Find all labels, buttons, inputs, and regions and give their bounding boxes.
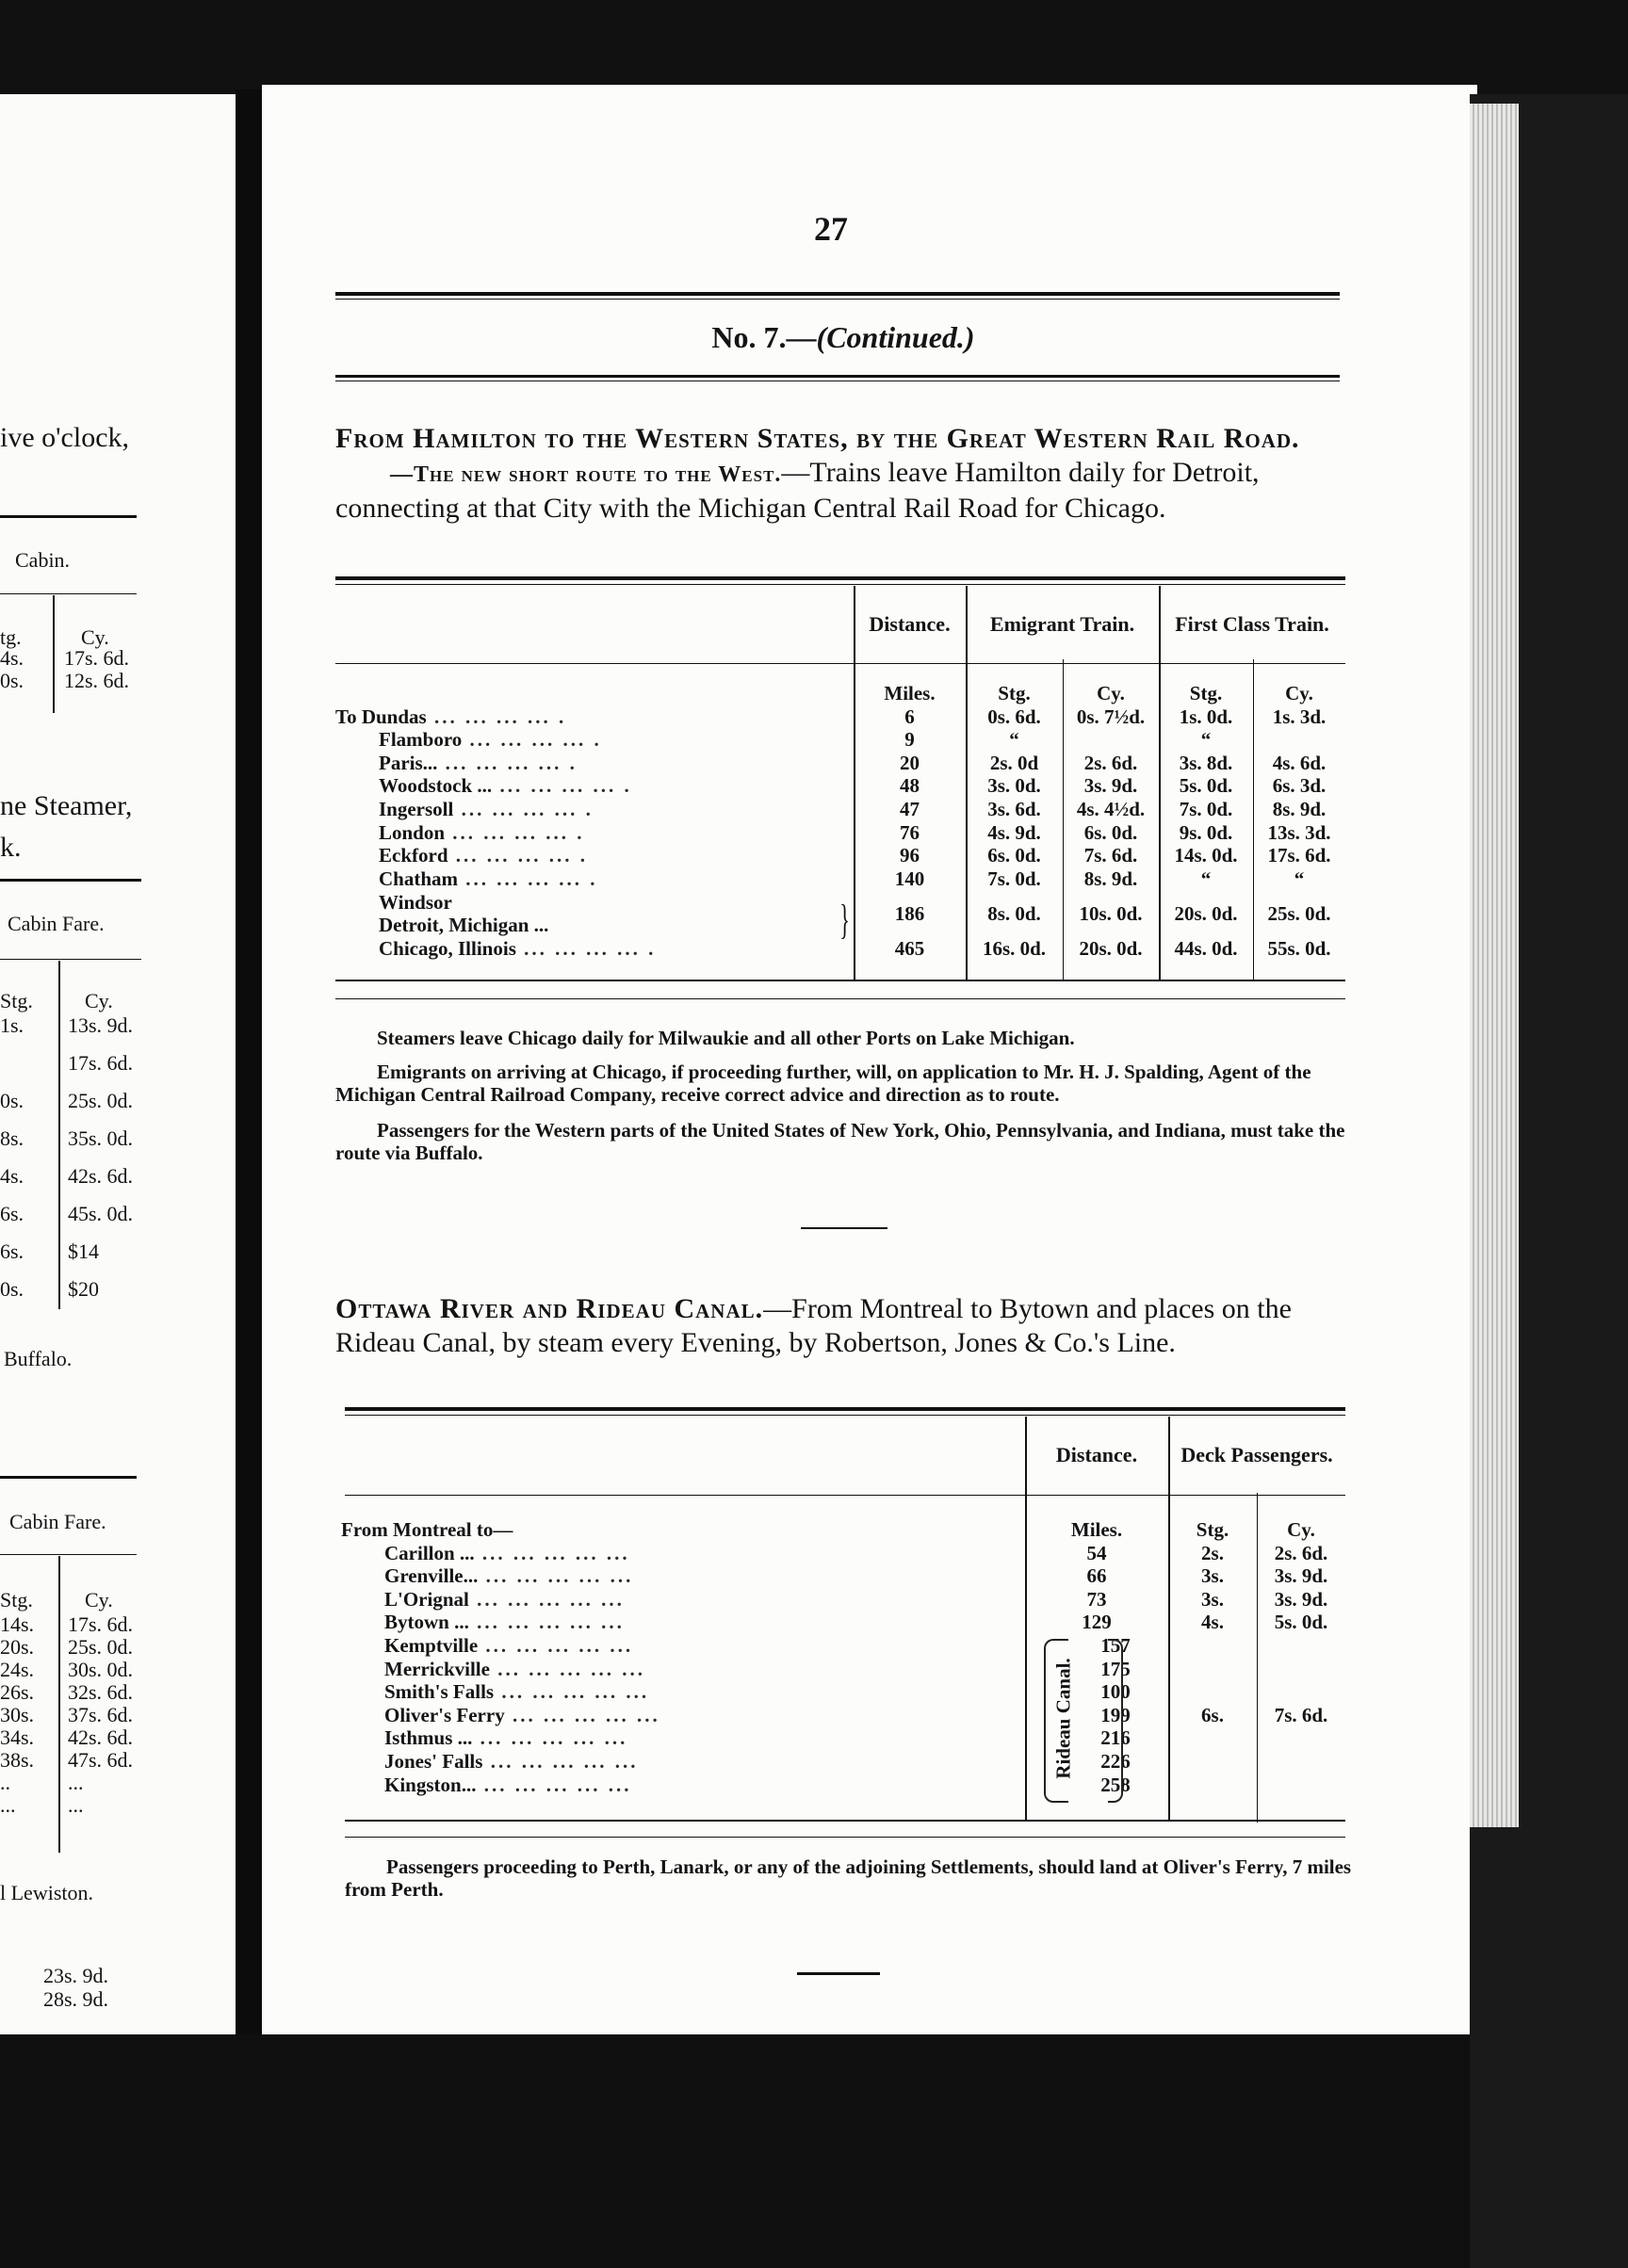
place-cell	[335, 821, 854, 845]
left-table-cell: $14	[68, 1239, 99, 1263]
place-name: To Dundas	[335, 705, 427, 728]
rule	[335, 980, 1345, 981]
table-row	[341, 1564, 1345, 1588]
rule	[345, 1837, 1345, 1838]
leader-dots: ... ... ... ... ...	[468, 1611, 625, 1634]
miles-cell: 175	[1100, 1657, 1131, 1680]
stg-cell: 3s.	[1201, 1564, 1224, 1588]
first-stg-cell: 1s. 0d.	[1179, 705, 1233, 728]
first-stg-cell: 5s. 0d.	[1179, 774, 1233, 798]
left-table-cell: 8s.	[0, 1126, 24, 1150]
miles-cell: 226	[1100, 1749, 1131, 1773]
cy-cell	[1257, 1658, 1345, 1681]
left-table-header: Stg.	[0, 1588, 33, 1612]
section-title-continued: (Continued.)	[816, 320, 975, 354]
first-stg-cell: 7s. 0d.	[1179, 797, 1233, 820]
rule	[0, 593, 137, 594]
miles-cell: 48	[900, 774, 920, 798]
place-cell	[335, 798, 854, 821]
miles-cell: 129	[1082, 1611, 1112, 1634]
rule	[335, 584, 1345, 585]
place-name: Ingersoll	[379, 797, 454, 820]
rule	[0, 959, 141, 960]
first-stg-cell: 14s. 0d.	[1174, 844, 1238, 867]
first-cy-cell: 13s. 3d.	[1267, 820, 1331, 844]
scan-background	[0, 2034, 1470, 2268]
leader-dots: ... ... ... ... ...	[504, 1703, 660, 1726]
hamilton-paragraph	[335, 422, 1345, 526]
first-stg-cell: 44s. 0d.	[1174, 937, 1238, 961]
stg-cell	[1168, 1634, 1257, 1658]
left-table-cell: 0s.	[0, 1089, 24, 1112]
place-cell	[341, 1704, 1025, 1727]
miles-cell: 9	[904, 728, 915, 752]
rule	[345, 1415, 1345, 1416]
stg-cell: 3s.	[1201, 1587, 1224, 1611]
left-table-cell: ...	[68, 1771, 84, 1794]
rule	[345, 1407, 1345, 1411]
rule	[335, 998, 1345, 999]
emigrant-cy-cell: 3s. 9d.	[1083, 774, 1138, 798]
place-name: Carillon ...	[384, 1541, 475, 1564]
miles-cell: 140	[894, 867, 925, 890]
place-cell	[341, 1611, 1025, 1634]
place-cell	[341, 1634, 1025, 1658]
table-row	[341, 1588, 1345, 1612]
place-cell	[341, 1750, 1025, 1774]
miles-cell: 54	[1086, 1541, 1107, 1564]
table-row	[341, 1542, 1345, 1565]
place-name: Isthmus ...	[384, 1726, 473, 1750]
left-table-cell: 42s. 6d.	[68, 1725, 134, 1749]
cy-cell	[1257, 1750, 1345, 1774]
ottawa-note: Passengers proceeding to Perth, Lanark, or any of the adjoining Settlements, should land at Oliver's Ferry, 7 miles from Perth.	[345, 1855, 1352, 1901]
cy-header: Cy.	[1285, 682, 1313, 705]
table-row	[341, 1726, 1345, 1750]
rule	[345, 1820, 1345, 1822]
left-table-cell: 26s.	[0, 1680, 35, 1704]
ottawa-heading: Ottawa River and Rideau Canal.	[335, 1293, 764, 1324]
stg-header: Stg.	[998, 682, 1031, 705]
emigrant-cy-cell: 8s. 9d.	[1083, 867, 1138, 890]
first-cy-cell: 17s. 6d.	[1267, 844, 1331, 867]
section-title-text: No. 7.—	[711, 320, 817, 354]
table-row	[335, 867, 1345, 891]
table-row	[341, 1658, 1345, 1681]
place-cell	[341, 1680, 1025, 1704]
left-table-cell: 1s.	[0, 1013, 24, 1037]
stg-cell: 6s.	[1201, 1703, 1224, 1726]
left-table-header: Cy.	[85, 1588, 113, 1612]
place-name: Eckford	[379, 844, 448, 867]
left-table-cell: 6s.	[0, 1239, 24, 1263]
left-table-cell: 25s. 0d.	[68, 1089, 134, 1112]
left-fragment-line: Cabin Fare.	[8, 912, 105, 935]
emigrant-cy-cell: 20s. 0d.	[1079, 937, 1143, 961]
left-fragment-line: 23s. 9d.	[43, 1964, 109, 1987]
cy-cell	[1257, 1726, 1345, 1750]
place-name: Chicago, Illinois	[379, 937, 516, 961]
ottawa-paragraph	[335, 1292, 1345, 1360]
table-row	[341, 1704, 1345, 1727]
place-cell	[341, 1588, 1025, 1612]
left-table-cell: 25s. 0d.	[68, 1635, 134, 1659]
left-fragment-line: Buffalo.	[4, 1347, 73, 1370]
hamilton-heading: From Hamilton to the Western States, by the Great Western Rail Road.	[335, 423, 1300, 454]
leader-dots: ... ... ... ... ...	[478, 1564, 634, 1588]
place-name: Woodstock ...	[379, 774, 493, 798]
left-table-cell: 6s.	[0, 1202, 24, 1225]
place-cell	[335, 774, 854, 798]
left-fragment-line: ive o'clock,	[0, 422, 130, 453]
hamilton-text: —Trains leave Hamilton daily for Detroit, connecting at that City with the Michigan Central Rail Road for Chicago.	[335, 457, 1260, 524]
leader-dots: ... ... ... ... ...	[474, 1541, 630, 1564]
cy-cell: 3s. 9d.	[1274, 1564, 1328, 1588]
left-fragment-line: 28s. 9d.	[43, 1987, 109, 2011]
leader-dots: ... ... ... ... ...	[476, 1773, 632, 1796]
cy-cell	[1257, 1774, 1345, 1797]
first-cy-cell: 25s. 0d.	[1267, 902, 1331, 926]
table-row	[341, 1611, 1345, 1634]
first-cy-cell: 1s. 3d.	[1272, 705, 1327, 728]
emigrant-stg-cell: 3s. 0d.	[987, 774, 1041, 798]
left-table-cell: 4s.	[0, 646, 24, 670]
stg-cell: 2s.	[1201, 1541, 1224, 1564]
rule	[0, 1554, 137, 1555]
cy-cell	[1257, 1634, 1345, 1658]
left-table-cell: ...	[68, 1793, 84, 1817]
place-cell	[341, 1726, 1025, 1750]
emigrant-cy-cell	[1063, 728, 1159, 752]
emigrant-stg-cell: “	[1009, 728, 1019, 752]
first-stg-cell: “	[1200, 867, 1212, 890]
leader-dots: ... ... ... ... .	[426, 705, 567, 728]
left-table-cell: ..	[0, 1771, 10, 1794]
leader-dots: ... ... ... ... ...	[478, 1633, 634, 1657]
left-table-cell: 37s. 6d.	[68, 1703, 134, 1726]
emigrant-cy-cell: 6s. 0d.	[1083, 820, 1138, 844]
place-cell	[341, 1774, 1025, 1797]
rule	[335, 299, 1340, 300]
page-number: 27	[814, 210, 848, 248]
stg-header: Stg.	[1189, 682, 1223, 705]
hamilton-note: Passengers for the Western parts of the United States of New York, Ohio, Pennsylvania, and Indiana, must take the route via Buffalo.	[335, 1119, 1345, 1164]
stg-cell	[1168, 1658, 1257, 1681]
miles-cell: 73	[1086, 1587, 1107, 1611]
cy-cell: 7s. 6d.	[1274, 1703, 1328, 1726]
miles-cell: 66	[1086, 1564, 1107, 1588]
column-divider	[58, 961, 60, 1309]
column-divider	[53, 595, 55, 713]
rule	[335, 292, 1340, 296]
left-table-cell: 17s. 6d.	[68, 1612, 134, 1636]
left-table-cell: 42s. 6d.	[68, 1164, 134, 1188]
left-table-header: Cy.	[85, 989, 113, 1012]
cy-header: Cy.	[1097, 682, 1125, 705]
place-cell	[335, 937, 854, 961]
left-table-cell: 17s. 6d.	[68, 1051, 134, 1075]
emigrant-stg-cell: 6s. 0d.	[987, 844, 1041, 867]
miles-cell: 96	[900, 844, 920, 867]
rule	[335, 576, 1345, 580]
first-class-header: First Class Train.	[1175, 612, 1329, 636]
first-cy-cell: 8s. 9d.	[1272, 797, 1327, 820]
left-fragment-line: k.	[0, 832, 22, 863]
place-name: Smith's Falls	[384, 1680, 495, 1704]
rule	[335, 375, 1340, 378]
emigrant-cy-cell: 7s. 6d.	[1083, 844, 1138, 867]
left-table-cell: 34s.	[0, 1725, 35, 1749]
leader-dots: ... ... ... ... .	[492, 774, 632, 798]
left-table-cell: $20	[68, 1277, 99, 1301]
left-table-header: Stg.	[0, 989, 33, 1012]
leader-dots: ... ... ... ... ...	[472, 1726, 628, 1750]
stg-cell: 4s.	[1201, 1611, 1224, 1634]
left-table-cell: 14s.	[0, 1612, 35, 1636]
hamilton-note: Emigrants on arriving at Chicago, if proceeding further, will, on application to Mr. H. J. Spalding, Agent of the Michigan Central Railroad Company, receive correct advice and direction as to route.	[335, 1061, 1311, 1106]
rule	[797, 1972, 880, 1975]
leader-dots: ... ... ... ... .	[515, 937, 657, 961]
left-fragment-line: l Lewiston.	[0, 1881, 93, 1904]
cy-cell: 3s. 9d.	[1274, 1587, 1328, 1611]
place-name: Detroit, Michigan ...	[379, 914, 549, 937]
table-row	[341, 1774, 1345, 1797]
emigrant-cy-cell: 4s. 4½d.	[1076, 797, 1146, 820]
place-cell	[341, 1658, 1025, 1681]
left-table-cell: 45s. 0d.	[68, 1202, 134, 1225]
place-name: Merrickville	[384, 1657, 490, 1680]
distance-header: Distance.	[869, 612, 951, 636]
emigrant-stg-cell: 4s. 9d.	[987, 820, 1041, 844]
place-name: Paris...	[379, 751, 438, 774]
leader-dots: ... ... ... ... .	[458, 867, 598, 890]
emigrant-stg-cell: 3s. 6d.	[987, 797, 1041, 820]
place-cell	[335, 705, 854, 729]
canal-bracket-right	[1108, 1639, 1123, 1803]
left-table-cell: 32s. 6d.	[68, 1680, 134, 1704]
place-name: Chatham	[379, 867, 459, 890]
stg-header: Stg.	[1196, 1518, 1229, 1541]
ottawa-table-body	[341, 1518, 1345, 1796]
left-table-cell: 30s. 0d.	[68, 1658, 134, 1681]
miles-header: Miles.	[1070, 1518, 1123, 1541]
miles-cell: 100	[1100, 1680, 1131, 1704]
column-divider	[58, 1556, 60, 1853]
leader-dots: ... ... ... ... ...	[468, 1587, 625, 1611]
first-stg-cell: 3s. 8d.	[1179, 751, 1233, 774]
left-table-cell: 0s.	[0, 669, 24, 692]
first-cy-cell: 55s. 0d.	[1267, 937, 1331, 961]
leader-dots: ... ... ... ... ...	[482, 1749, 639, 1773]
table-row	[335, 705, 1345, 729]
place-name: Oliver's Ferry	[384, 1703, 505, 1726]
emigrant-header: Emigrant Train.	[989, 612, 1135, 636]
leader-dots: ... ... ... ... ...	[494, 1680, 650, 1704]
place-name: L'Orignal	[384, 1587, 469, 1611]
left-table-cell: 20s.	[0, 1635, 35, 1659]
left-fragment-line: Cabin.	[15, 548, 71, 572]
distance-header: Distance.	[1055, 1443, 1138, 1466]
section-title	[339, 320, 1347, 355]
table-row	[335, 798, 1345, 821]
left-table-cell: 38s.	[0, 1748, 35, 1772]
ottawa-text: —From Montreal to Bytown and places on the Rideau Canal, by steam every Evening, by Robertson, Jones & Co.'s Line.	[335, 1293, 1292, 1358]
first-cy-cell	[1253, 728, 1345, 752]
stg-cell	[1168, 1726, 1257, 1750]
miles-cell: 186	[894, 902, 925, 926]
leader-dots: ... ... ... ... ...	[489, 1657, 645, 1680]
place-name: Jones' Falls	[384, 1749, 483, 1773]
leader-dots: ... ... ... ... .	[453, 797, 594, 820]
ottawa-table	[341, 1518, 1345, 1796]
rule	[335, 663, 1345, 664]
emigrant-stg-cell: 16s. 0d.	[982, 937, 1047, 961]
left-table-header: Cy.	[81, 625, 109, 649]
first-cy-cell: 6s. 3d.	[1272, 774, 1327, 798]
left-fragment-line: ne Steamer,	[0, 790, 133, 821]
left-table-cell: 17s. 6d.	[64, 646, 130, 670]
first-stg-cell: “	[1200, 728, 1212, 752]
cy-cell: 5s. 0d.	[1274, 1611, 1328, 1634]
miles-cell: 47	[900, 797, 920, 820]
miles-cell: 6	[904, 705, 915, 728]
hamilton-note: Steamers leave Chicago daily for Milwaukie and all other Ports on Lake Michigan.	[377, 1027, 1075, 1049]
place-cell	[341, 1564, 1025, 1588]
rule	[0, 1476, 137, 1479]
emigrant-cy-cell: 2s. 6d.	[1083, 751, 1138, 774]
miles-cell: 258	[1100, 1773, 1131, 1796]
place-name: London	[379, 820, 446, 844]
miles-cell: 465	[894, 937, 925, 961]
rideau-canal-label: Rideau Canal.	[1051, 1658, 1075, 1779]
table-row	[335, 728, 1345, 752]
emigrant-cy-cell: 0s. 7½d.	[1076, 705, 1146, 728]
place-cell	[335, 682, 854, 705]
cy-cell: 2s. 6d.	[1274, 1541, 1328, 1564]
rule	[801, 1227, 887, 1229]
leader-dots: ... ... ... ... .	[445, 820, 585, 844]
left-fragment-line: Cabin Fare.	[9, 1510, 106, 1533]
miles-cell: 20	[900, 751, 920, 774]
first-cy-cell: 4s. 6d.	[1272, 751, 1327, 774]
table-row	[341, 1680, 1345, 1704]
emigrant-stg-cell: 8s. 0d.	[987, 902, 1041, 926]
left-table-cell: 47s. 6d.	[68, 1748, 134, 1772]
book-gutter	[236, 89, 264, 2049]
sub-header-row	[335, 682, 1345, 705]
sub-header-row	[341, 1518, 1345, 1542]
intro-cell: From Montreal to—	[341, 1518, 513, 1541]
left-table-cell: ...	[0, 1793, 16, 1817]
place-cell	[335, 867, 854, 891]
place-name: Windsor	[379, 890, 452, 914]
rule	[345, 1495, 1345, 1496]
table-row	[335, 774, 1345, 798]
emigrant-stg-cell: 2s. 0d	[989, 751, 1039, 774]
emigrant-stg-cell: 7s. 0d.	[987, 867, 1041, 890]
left-table-cell: 24s.	[0, 1658, 35, 1681]
stg-cell	[1168, 1774, 1257, 1797]
hamilton-subheading: —The new short route to the West.	[390, 462, 782, 487]
rule	[0, 879, 141, 882]
leader-dots: ... ... ... ... .	[448, 844, 588, 867]
deck-passengers-header: Deck Passengers.	[1180, 1443, 1333, 1466]
miles-cell: 199	[1100, 1703, 1131, 1726]
place-cell	[335, 752, 854, 775]
stg-cell	[1168, 1680, 1257, 1704]
left-table-cell: 13s. 9d.	[68, 1013, 134, 1037]
place-cell	[341, 1542, 1025, 1565]
table-row	[341, 1750, 1345, 1774]
left-table-header: tg.	[0, 625, 22, 649]
miles-header: Miles.	[884, 682, 936, 705]
cy-cell	[1257, 1680, 1345, 1704]
place-cell	[335, 890, 854, 937]
first-stg-cell: 20s. 0d.	[1174, 902, 1238, 926]
left-table-cell: 4s.	[0, 1164, 24, 1188]
place-name: Kingston...	[384, 1773, 477, 1796]
table-row	[335, 844, 1345, 867]
place-name: Bytown ...	[384, 1611, 469, 1634]
left-table-cell: 0s.	[0, 1277, 24, 1301]
table-row	[335, 752, 1345, 775]
emigrant-stg-cell: 0s. 6d.	[987, 705, 1041, 728]
left-table-cell: 35s. 0d.	[68, 1126, 134, 1150]
emigrant-cy-cell: 10s. 0d.	[1079, 902, 1143, 926]
page-stack-edge	[1470, 104, 1519, 1827]
place-cell	[335, 728, 854, 752]
rule	[0, 515, 137, 518]
miles-cell: 157	[1100, 1633, 1131, 1657]
left-table-cell: 30s.	[0, 1703, 35, 1726]
place-name: Kemptville	[384, 1633, 479, 1657]
leader-dots: ... ... ... ... .	[437, 751, 578, 774]
table-row	[341, 1634, 1345, 1658]
miles-cell: 216	[1100, 1726, 1131, 1750]
first-cy-cell: “	[1294, 867, 1305, 890]
brace: }	[839, 897, 850, 943]
place-cell	[335, 844, 854, 867]
place-name: Grenville...	[384, 1564, 479, 1588]
table-row	[335, 821, 1345, 845]
leader-dots: ... ... ... ... .	[462, 728, 602, 752]
miles-cell: 76	[900, 820, 920, 844]
cy-header: Cy.	[1287, 1518, 1315, 1541]
stg-cell	[1168, 1750, 1257, 1774]
place-name: Flamboro	[379, 728, 463, 752]
left-table-cell: 12s. 6d.	[64, 669, 130, 692]
first-stg-cell: 9s. 0d.	[1179, 820, 1233, 844]
